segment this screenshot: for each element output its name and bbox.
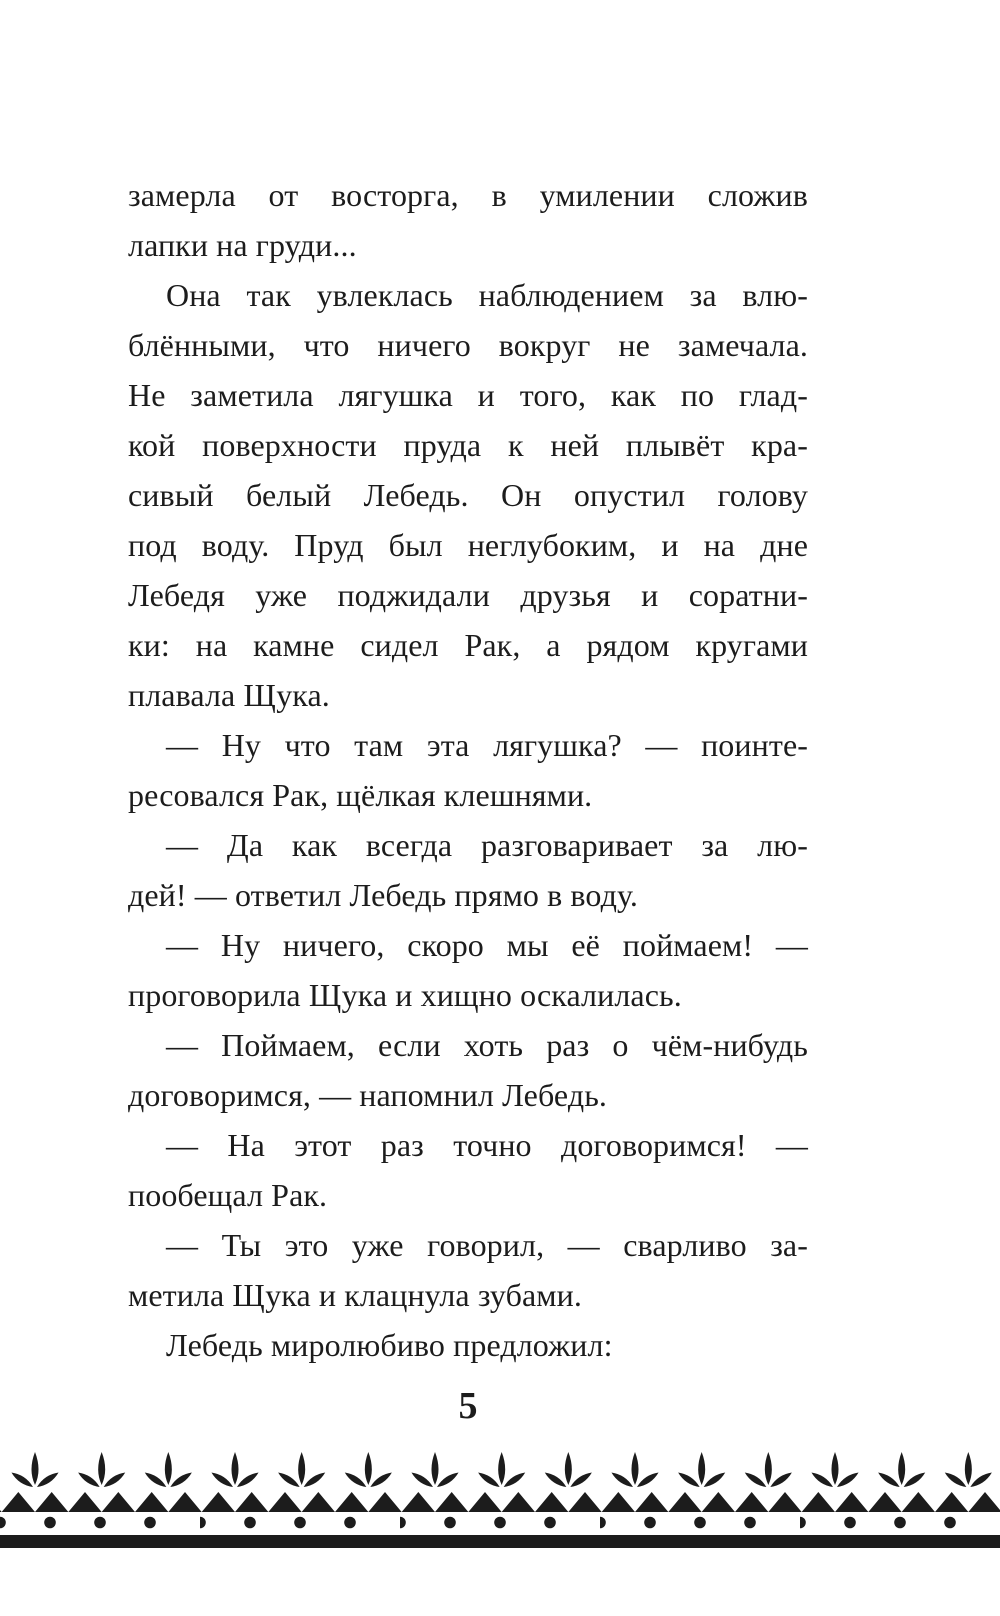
- text-line: — Поймаем, если хоть раз о чём-нибудь: [166, 1027, 808, 1063]
- text-line: под воду. Пруд был неглубоким, и на дне: [128, 527, 808, 563]
- text-line: метила Щука и клацнула зубами.: [128, 1277, 582, 1313]
- text-line: — Ну ничего, скоро мы её поймаем! —: [166, 927, 808, 963]
- text-line: блёнными, что ничего вокруг не замечала.: [128, 327, 808, 363]
- text-line: — Ты это уже говорил, — сварливо за-: [166, 1227, 808, 1263]
- text-line: ресовался Рак, щёлкая клешнями.: [128, 777, 593, 813]
- text-line: — На этот раз точно договоримся! —: [166, 1127, 808, 1163]
- text-line: Она так увлеклась наблюдением за влю-: [166, 277, 808, 313]
- floral-border-icon: [0, 1450, 1000, 1548]
- text-line: договоримся, — напомнил Лебедь.: [128, 1077, 607, 1113]
- text-line: проговорила Щука и хищно оскалилась.: [128, 977, 682, 1013]
- text-line: Лебедь миролюбиво предложил:: [166, 1327, 613, 1363]
- text-line: пообещал Рак.: [128, 1177, 328, 1213]
- text-line: кой поверхности пруда к ней плывёт кра-: [128, 427, 808, 463]
- text-line: — Да как всегда разговаривает за лю-: [166, 827, 808, 863]
- text-line: дей! — ответил Лебедь прямо в воду.: [128, 877, 638, 913]
- text-line: плавала Щука.: [128, 677, 330, 713]
- text-line: Не заметила лягушка и того, как по глад-: [128, 377, 808, 413]
- text-line: Лебедя уже поджидали друзья и соратни-: [128, 577, 808, 613]
- text-line: ки: на камне сидел Рак, а рядом кругами: [128, 627, 808, 663]
- text-block: [128, 170, 808, 1370]
- page-number: 5: [458, 1385, 478, 1427]
- text-line: лапки на груди...: [128, 227, 357, 263]
- text-line: сивый белый Лебедь. Он опустил голову: [128, 477, 808, 513]
- text-line: замерла от восторга, в умилении сложив: [128, 177, 808, 213]
- text-line: — Ну что там эта лягушка? — поинте-: [166, 727, 808, 763]
